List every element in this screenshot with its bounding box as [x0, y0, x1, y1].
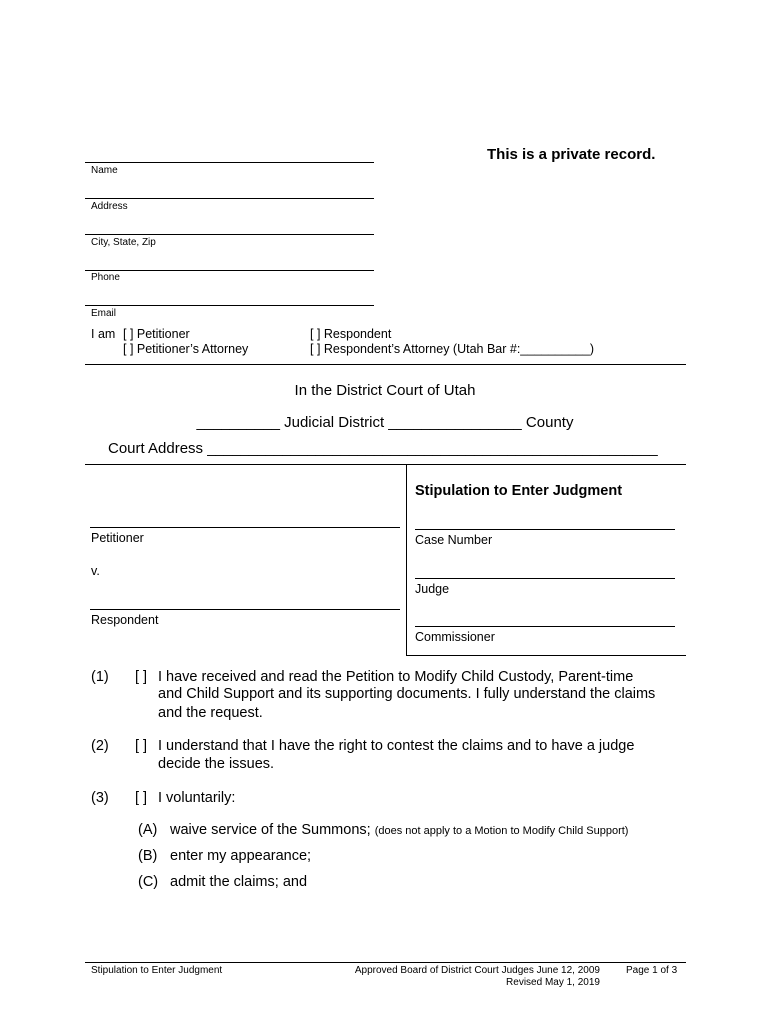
city-state-zip-line[interactable] — [85, 234, 374, 235]
address-label: Address — [91, 201, 128, 212]
judge-label: Judge — [415, 582, 450, 596]
i-am-label: I am — [91, 327, 116, 341]
item-2-line-2: decide the issues. — [158, 756, 275, 772]
respondent-checkbox[interactable]: [ ] Respondent — [310, 327, 392, 341]
footer-page-number: Page 1 of 3 — [626, 965, 678, 976]
phone-label: Phone — [91, 272, 120, 283]
petitioner-line[interactable] — [90, 527, 400, 528]
subitem-a-main: waive service of the Summons; — [170, 822, 371, 838]
phone-line[interactable] — [85, 270, 374, 271]
address-line[interactable] — [85, 198, 374, 199]
item-3-checkbox[interactable]: [ ] — [135, 790, 148, 806]
subitem-b-text: enter my appearance; — [170, 848, 312, 864]
petitioner-attorney-checkbox[interactable]: [ ] Petitioner’s Attorney — [123, 342, 249, 356]
item-3-number: (3) — [91, 790, 109, 806]
footer-divider — [85, 962, 686, 963]
subitem-b-label: (B) — [138, 848, 158, 864]
petitioner-label: Petitioner — [91, 531, 144, 545]
private-record-notice: This is a private record. — [487, 146, 656, 163]
case-number-line[interactable] — [415, 529, 675, 530]
item-3-line-1: I voluntarily: — [158, 790, 236, 806]
versus-label: v. — [91, 564, 100, 578]
commissioner-label: Commissioner — [415, 630, 495, 644]
subitem-a-note: (does not apply to a Motion to Modify Child Support) — [374, 825, 629, 837]
respondent-line[interactable] — [90, 609, 400, 610]
name-label: Name — [91, 165, 118, 176]
caption-bottom-border — [406, 655, 686, 656]
footer-approval: Approved Board of District Court Judges June 12, 2009 — [354, 965, 600, 976]
footer-revised: Revised May 1, 2019 — [506, 977, 600, 988]
subitem-c-label: (C) — [138, 874, 159, 890]
item-1-line-2: and Child Support and its supporting documents. I fully understand the claims — [158, 686, 656, 702]
petitioner-checkbox[interactable]: [ ] Petitioner — [123, 327, 190, 341]
header-divider — [85, 364, 686, 365]
item-1-line-1: I have received and read the Petition to Modify Child Custody, Parent-time — [158, 669, 634, 685]
city-state-zip-label: City, State, Zip — [91, 237, 156, 248]
item-2-checkbox[interactable]: [ ] — [135, 738, 148, 754]
item-2-line-1: I understand that I have the right to contest the claims and to have a judge — [158, 738, 635, 754]
court-address-line[interactable]: Court Address ______________________________________________________ — [108, 440, 658, 457]
document-title: Stipulation to Enter Judgment — [415, 483, 623, 499]
item-2-number: (2) — [91, 738, 109, 754]
footer-left: Stipulation to Enter Judgment — [91, 965, 223, 976]
case-number-label: Case Number — [415, 533, 493, 547]
respondent-label: Respondent — [91, 613, 159, 627]
item-1-line-3: and the request. — [158, 705, 263, 721]
name-line[interactable] — [85, 162, 374, 163]
caption-divider — [406, 464, 407, 655]
email-line[interactable] — [85, 305, 374, 306]
email-label: Email — [91, 308, 117, 319]
subitem-c-text: admit the claims; and — [170, 874, 308, 890]
caption-top-border — [85, 464, 686, 465]
subitem-a-text — [170, 822, 628, 838]
commissioner-line[interactable] — [415, 626, 675, 627]
judicial-district-line[interactable]: __________ Judicial District ________________ County — [196, 414, 574, 431]
item-1-number: (1) — [91, 669, 109, 685]
respondent-attorney-checkbox[interactable]: [ ] Respondent’s Attorney (Utah Bar #:__________) — [310, 342, 594, 356]
item-1-checkbox[interactable]: [ ] — [135, 669, 148, 685]
subitem-a-label: (A) — [138, 822, 158, 838]
judge-line[interactable] — [415, 578, 675, 579]
court-name: In the District Court of Utah — [294, 382, 476, 399]
